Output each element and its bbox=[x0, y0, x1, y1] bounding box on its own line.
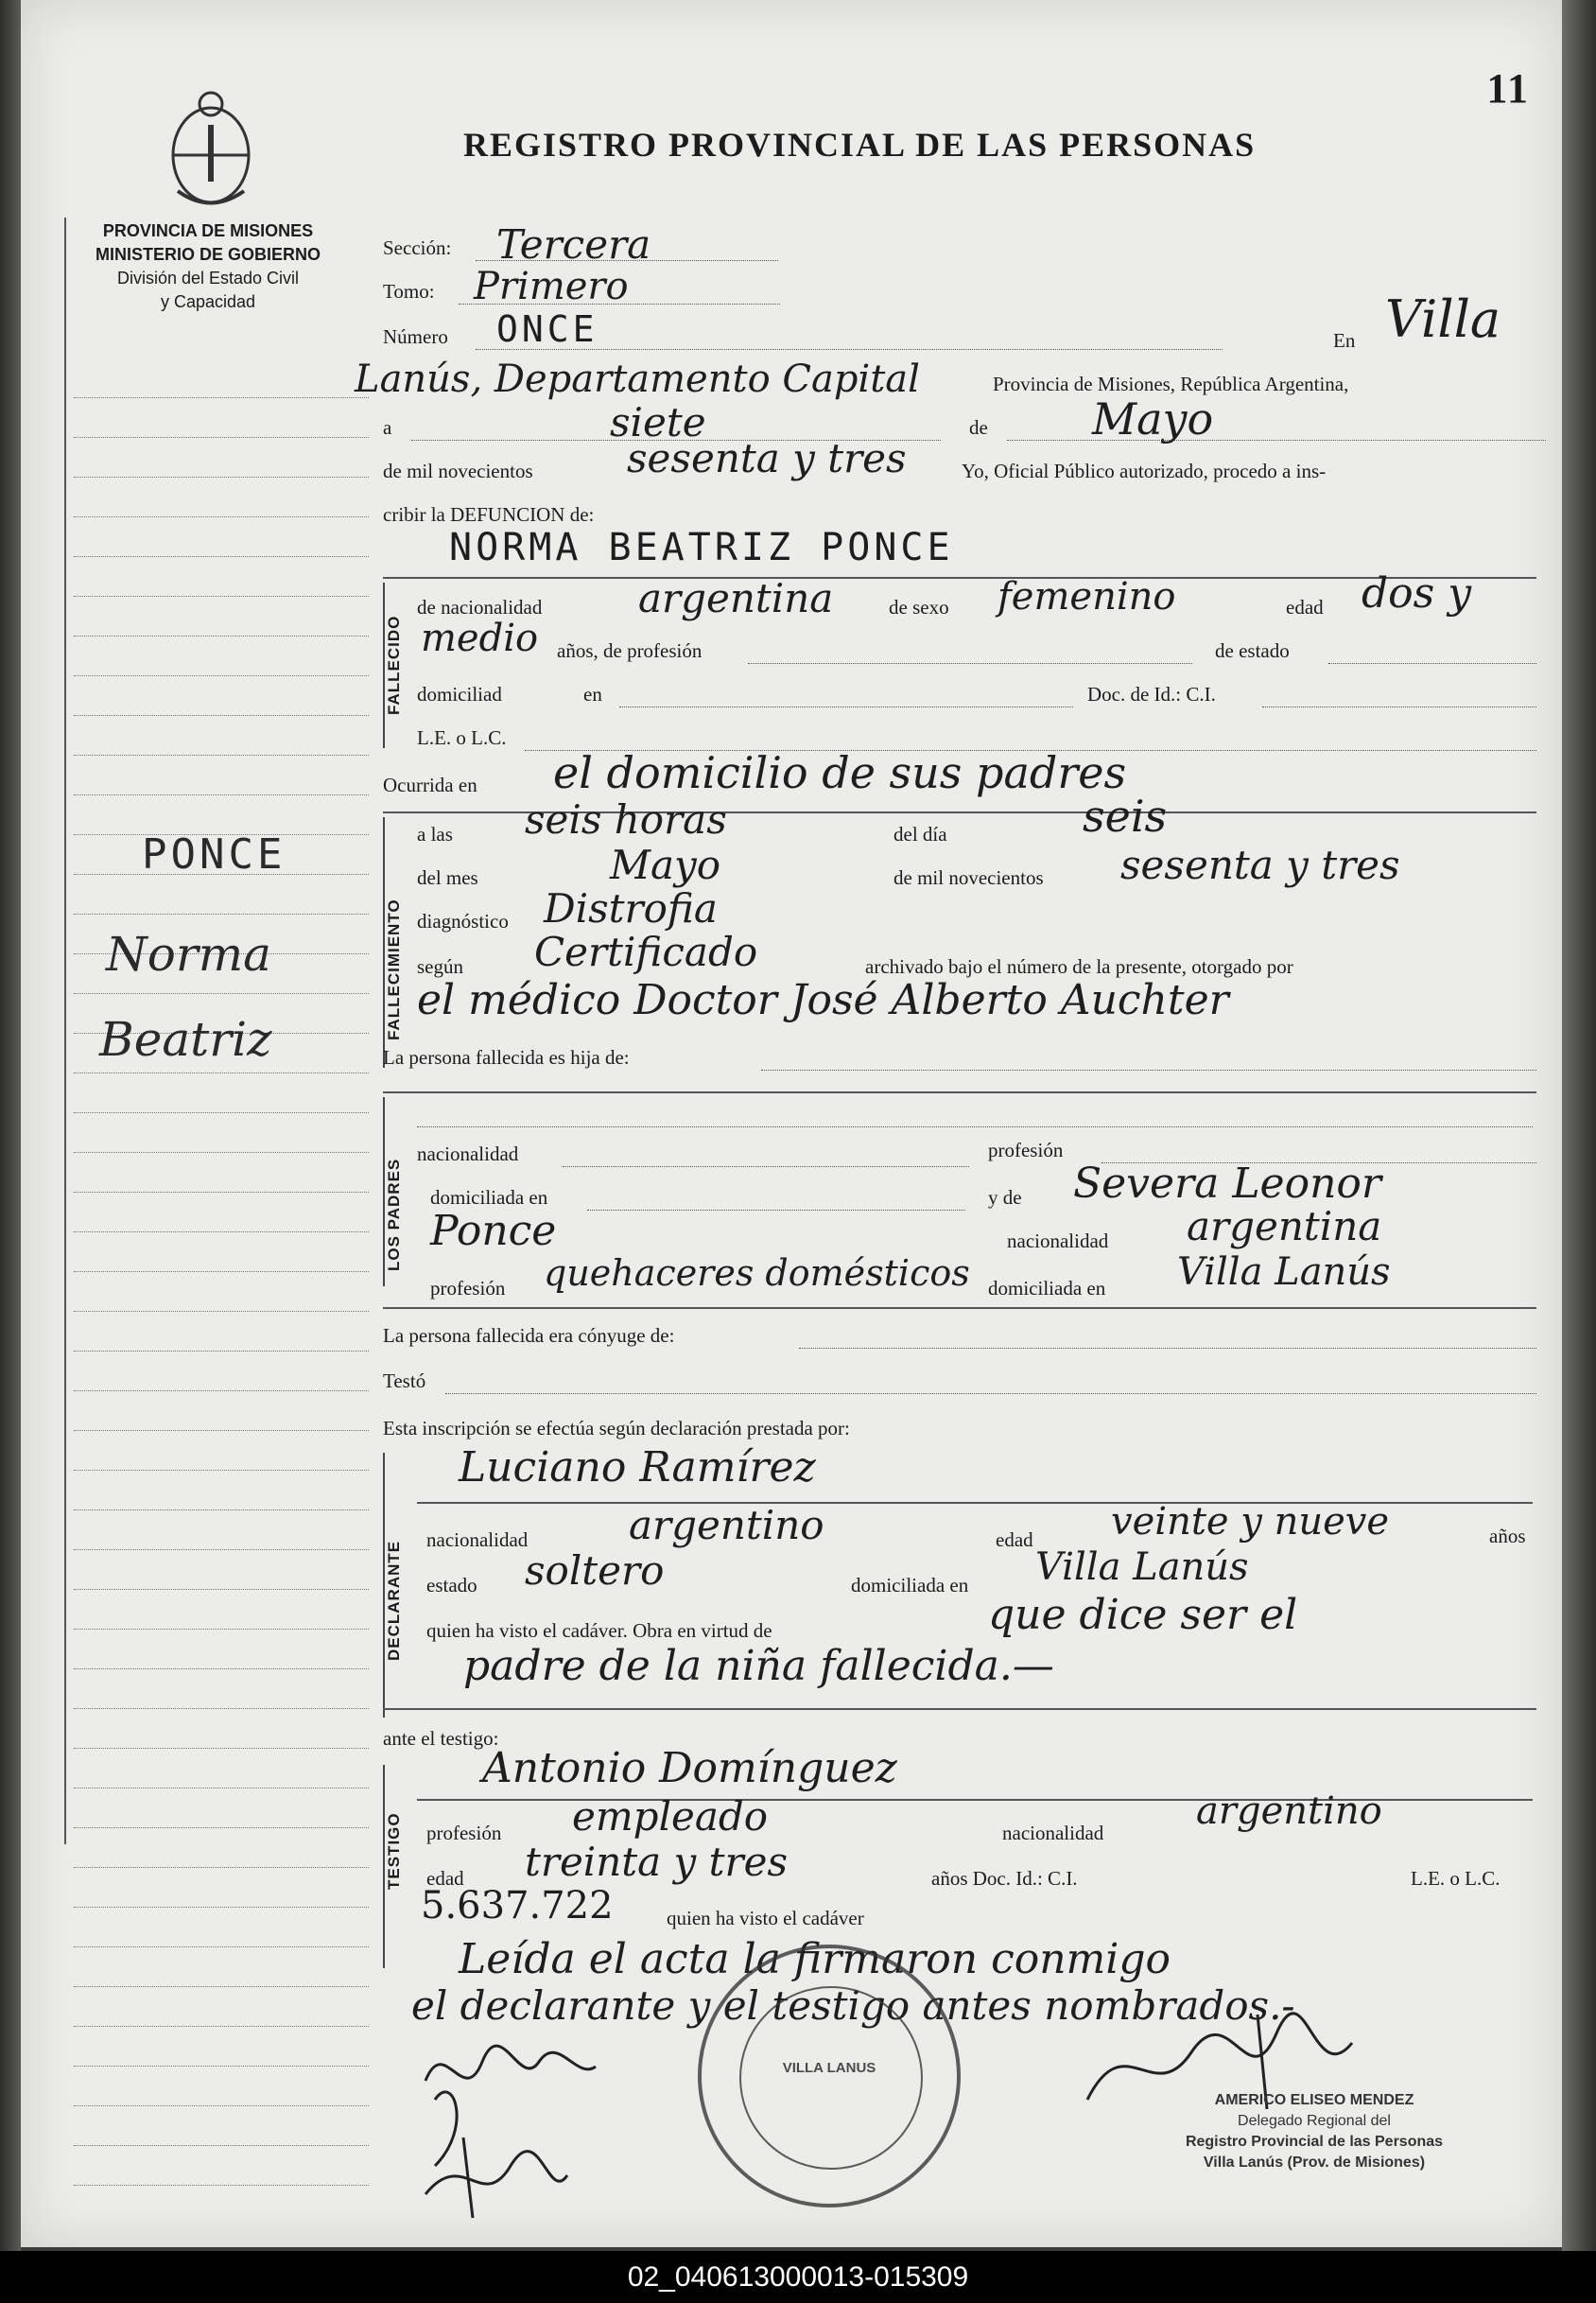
official-office: Registro Provincial de las Personas bbox=[1185, 2134, 1444, 2150]
virtud-value-1: que dice ser el bbox=[988, 1591, 1298, 1639]
medico-value: el médico Doctor José Alberto Auchter bbox=[417, 976, 1229, 1024]
official-seal-icon bbox=[698, 1945, 961, 2207]
madre-apellido-value: Ponce bbox=[430, 1207, 557, 1255]
section-fallecimiento: FALLECIMIENTO bbox=[385, 899, 403, 1040]
profesion-padre-label: profesión bbox=[988, 1139, 1064, 1161]
sexo-label: de sexo bbox=[889, 596, 949, 619]
nacionalidad-value: argentina bbox=[638, 575, 834, 621]
segun-value: Certificado bbox=[534, 929, 758, 975]
hora-value: seis horas bbox=[525, 796, 727, 843]
section-fallecido: FALLECIDO bbox=[385, 615, 403, 715]
virtud-value-2: padre de la niña fallecida.— bbox=[463, 1642, 1054, 1690]
domiciliada-en-label: domiciliada en bbox=[430, 1186, 548, 1209]
ocurrida-value: el domicilio de sus padres bbox=[553, 747, 1127, 798]
document-title: REGISTRO PROVINCIAL DE LAS PERSONAS bbox=[463, 126, 1257, 164]
diagnostico-label: diagnóstico bbox=[417, 910, 509, 933]
a-label: a bbox=[383, 416, 392, 439]
book-spine bbox=[0, 0, 21, 2251]
sexo-value: femenino bbox=[998, 575, 1176, 619]
en-label-2: en bbox=[583, 683, 602, 706]
official-title: Delegado Regional del bbox=[1238, 2113, 1391, 2129]
domiciliada-madre-label: domiciliada en bbox=[988, 1277, 1106, 1300]
division-label: División del Estado Civil bbox=[116, 269, 300, 288]
margin-surname: PONCE bbox=[142, 830, 286, 879]
profesion-madre-label: profesión bbox=[430, 1277, 506, 1300]
provincia-label: Provincia de Misiones, República Argentina, bbox=[993, 373, 1349, 395]
anos-profesion-label: años, de profesión bbox=[557, 639, 703, 662]
official-name: AMERICO ELISEO MENDEZ bbox=[1214, 2092, 1414, 2108]
mes-value: Mayo bbox=[1092, 393, 1214, 445]
division-label-2: y Capacidad bbox=[160, 292, 256, 311]
tomo-label: Tomo: bbox=[383, 280, 435, 303]
nacionalidad-testigo-label: nacionalidad bbox=[1002, 1822, 1104, 1844]
profesion-madre-value: quehaceres domésticos bbox=[544, 1252, 970, 1294]
margin-rule bbox=[64, 218, 66, 1844]
anio-value: sesenta y tres bbox=[627, 435, 907, 481]
edad-declarante-label: edad bbox=[996, 1528, 1033, 1551]
en-label: En bbox=[1333, 329, 1356, 352]
ministry-label: MINISTERIO DE GOBIERNO bbox=[95, 245, 321, 264]
margin-second-name: Beatriz bbox=[99, 1012, 272, 1067]
testo-label: Testó bbox=[383, 1370, 426, 1392]
numero-label: Número bbox=[383, 325, 448, 348]
nacionalidad-padre-label: nacionalidad bbox=[417, 1143, 519, 1165]
anos-doc-label: años Doc. Id.: C.I. bbox=[931, 1867, 1078, 1890]
issuing-office bbox=[66, 219, 350, 314]
y-de-label: y de bbox=[988, 1186, 1022, 1209]
cadaver-label: quien ha visto el cadáver. Obra en virtud de bbox=[426, 1619, 772, 1642]
declaracion-label: Esta inscripción se efectúa según declaración prestada por: bbox=[383, 1417, 850, 1439]
cierre-value-2: el declarante y el testigo antes nombrados.- bbox=[411, 1982, 1295, 2029]
domicilio-declarante-label: domiciliada en bbox=[851, 1574, 969, 1596]
nacionalidad-madre-value: argentina bbox=[1187, 1203, 1382, 1249]
estado-declarante-value: soltero bbox=[525, 1547, 665, 1594]
anio-fallecimiento-value: sesenta y tres bbox=[1120, 842, 1400, 888]
profesion-testigo-label: profesión bbox=[426, 1822, 502, 1844]
de-label: de bbox=[969, 416, 988, 439]
ante-testigo-label: ante el testigo: bbox=[383, 1727, 499, 1750]
doc-label: Doc. de Id.: C.I. bbox=[1087, 683, 1216, 706]
edad-declarante-value: veinte y nueve bbox=[1111, 1500, 1390, 1544]
oficial-label: Yo, Oficial Público autorizado, procedo a ins- bbox=[962, 460, 1327, 482]
cierre-value-1: Leída el acta la firmaron conmigo bbox=[459, 1935, 1171, 1983]
official-block bbox=[1116, 2090, 1513, 2173]
de-mil-label: de mil novecientos bbox=[383, 460, 533, 482]
deceased-name: NORMA BEATRIZ PONCE bbox=[449, 526, 954, 569]
edad-testigo-value: treinta y tres bbox=[525, 1839, 789, 1885]
declarante-value: Luciano Ramírez bbox=[459, 1443, 816, 1492]
diagnostico-value: Distrofia bbox=[544, 885, 718, 932]
le-lc-label: L.E. o L.C. bbox=[417, 726, 507, 749]
page-number: 11 bbox=[1486, 65, 1530, 112]
hija-de-label: La persona fallecida es hija de: bbox=[383, 1046, 630, 1069]
testigo-value: Antonio Domínguez bbox=[482, 1744, 897, 1792]
de-mil-label-2: de mil novecientos bbox=[893, 866, 1044, 889]
lugar-value-1: Villa bbox=[1385, 289, 1501, 349]
domicilio-madre-value: Villa Lanús bbox=[1177, 1250, 1391, 1294]
edad-testigo-label: edad bbox=[426, 1867, 464, 1890]
edad-label: edad bbox=[1286, 596, 1324, 619]
scan-identifier: 02_040613000013-015309 bbox=[0, 2251, 1596, 2303]
edad-value-1: dos y bbox=[1362, 569, 1472, 618]
seccion-value: Tercera bbox=[496, 221, 651, 268]
madre-nombre-value: Severa Leonor bbox=[1073, 1160, 1381, 1208]
section-padres: LOS PADRES bbox=[385, 1158, 403, 1271]
conyuge-label: La persona fallecida era cónyuge de: bbox=[383, 1324, 675, 1347]
ocurrida-label: Ocurrida en bbox=[383, 774, 477, 796]
archivado-label: archivado bajo el número de la presente, otorgado por bbox=[865, 955, 1293, 978]
documento-testigo-value: 5.637.722 bbox=[421, 1884, 614, 1928]
national-crest-icon bbox=[159, 87, 263, 210]
edad-value-2: medio bbox=[421, 617, 539, 660]
tomo-value: Primero bbox=[474, 265, 629, 308]
declarant-witness-signatures-icon bbox=[407, 2024, 652, 2223]
margin-first-name: Norma bbox=[106, 927, 271, 982]
province-label: PROVINCIA DE MISIONES bbox=[102, 221, 314, 240]
quien-cadaver-label: quien ha visto el cadáver bbox=[667, 1907, 864, 1929]
anos-label: años bbox=[1489, 1525, 1526, 1547]
official-location: Villa Lanús (Prov. de Misiones) bbox=[1203, 2155, 1426, 2171]
seccion-label: Sección: bbox=[383, 236, 452, 259]
section-testigo: TESTIGO bbox=[385, 1812, 403, 1890]
seal-center-text: VILLA LANUS bbox=[782, 2060, 876, 2076]
dia-value: siete bbox=[610, 399, 706, 445]
estado-label: de estado bbox=[1215, 639, 1290, 662]
lugar-value-2: Lanús, Departamento Capital bbox=[355, 358, 920, 401]
domicilio-declarante-value: Villa Lanús bbox=[1035, 1545, 1249, 1589]
nacionalidad-label: de nacionalidad bbox=[417, 596, 543, 619]
a-las-label: a las bbox=[417, 823, 453, 846]
mes-fallecimiento-value: Mayo bbox=[610, 842, 721, 888]
del-mes-label: del mes bbox=[417, 866, 478, 889]
segun-label: según bbox=[417, 955, 463, 978]
nacionalidad-testigo-value: argentino bbox=[1196, 1789, 1382, 1833]
del-dia-label: del día bbox=[893, 823, 947, 846]
nacionalidad-madre-label: nacionalidad bbox=[1007, 1230, 1109, 1252]
cribir-label: cribir la DEFUNCION de: bbox=[383, 503, 595, 526]
section-declarante: DECLARANTE bbox=[385, 1540, 403, 1661]
nacionalidad-declarante-value: argentino bbox=[629, 1502, 824, 1548]
book-edge bbox=[1562, 0, 1596, 2251]
le-lc-testigo-label: L.E. o L.C. bbox=[1411, 1867, 1501, 1890]
estado-declarante-label: estado bbox=[426, 1574, 477, 1596]
domiciliad-label: domiciliad bbox=[417, 683, 502, 706]
dia-fallecimiento-value: seis bbox=[1083, 791, 1168, 842]
profesion-testigo-value: empleado bbox=[572, 1793, 769, 1840]
nacionalidad-declarante-label: nacionalidad bbox=[426, 1528, 529, 1551]
numero-value: ONCE bbox=[496, 308, 598, 350]
